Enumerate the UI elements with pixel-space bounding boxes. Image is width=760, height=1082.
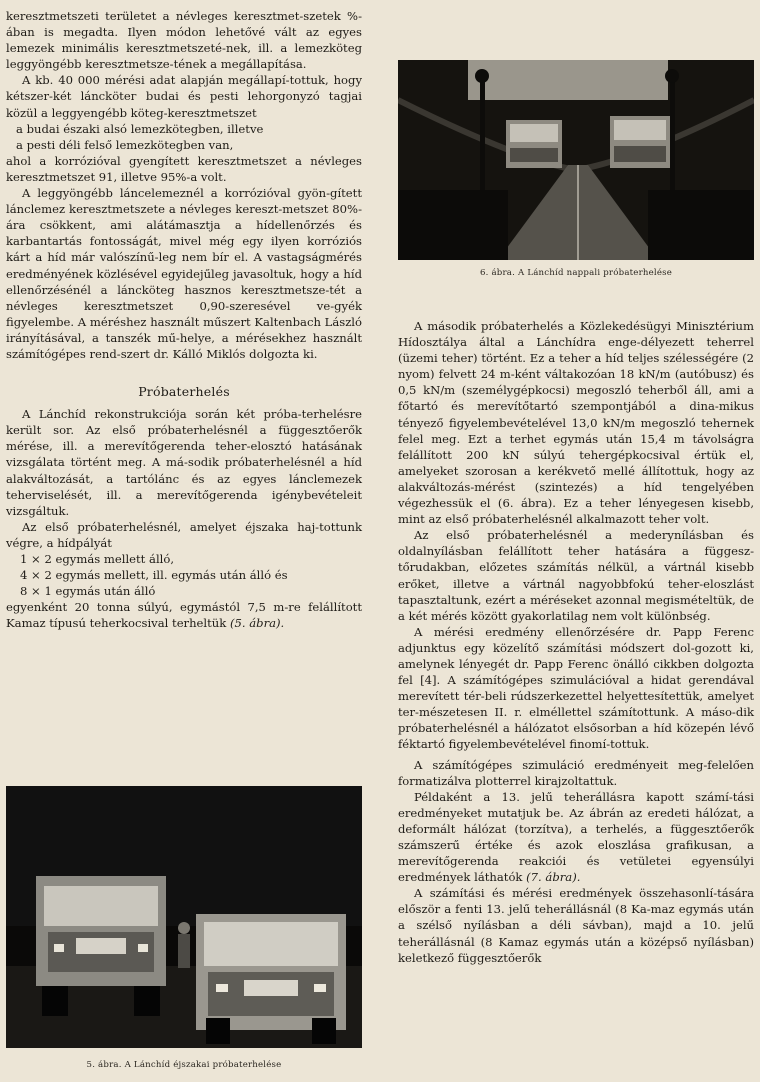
- paragraph: Az első próbaterhelésnél a mederynílásban és oldalnyílásban felállított teher hatására a függesz-tőrudakban, előzetes számítás nélkül, a vártnál kisebb erőket, illetve a vártnál nagyobbfokú teher-eloszlást tapasztaltunk, ezért a méréseket azonnal megismételtük, de a két mérés között gyakorlatilag nem volt különbség.: [398, 528, 754, 623]
- paragraph: A leggyöngébb láncelemeznél a korrózióval gyön-gített lánclemez keresztmetszete a névleges kereszt-metszet 80%-ára csökkent, ami alátámasztja a hídellenőrzés és karbantartás fontosságát, mivel még egy ilyen korróziós kárt a híd már valószínű-leg nem bír el. A vastagságmérés eredményének közlésével egyidejűleg javasoltuk, hogy a híd ellenőrzésénél a láncköteg hasznos keresztmetsze-tét a névleges keresztmetszet 0,90-szeresével ve-gyék figyelembe. A méréshez használt műszert Kaltenbach László irányításával, a tanszék mű-helye, a mérésekhez használt számítógépes rend-szert dr. Kálló Miklós dolgozta ki.: [6, 186, 362, 361]
- right-column: [398, 318, 754, 966]
- list-item: 4 × 2 egymás mellett, ill. egymás után álló és: [20, 568, 288, 583]
- figure-reference: (5. ábra).: [229, 616, 285, 631]
- person-icon: [178, 922, 190, 968]
- truck-icon: [610, 116, 670, 168]
- paragraph: A számítógépes szimuláció eredményeit meg-felelően formatizálva plotterrel kirajzoltattuk.: [398, 757, 754, 788]
- truck-icon: [196, 914, 346, 1044]
- figure-5-photo: [6, 786, 362, 1048]
- paragraph: [6, 599, 362, 631]
- figure-6-photo: [398, 60, 754, 260]
- day-bridge-photo: [398, 60, 754, 260]
- figure-reference: (7. ábra).: [526, 870, 581, 885]
- figure-6-caption: 6. ábra. A Lánchíd nappali próbaterhelése: [479, 268, 673, 278]
- paragraph-text: A második próbaterhelés a Közlekedésügyi Minisztérium Hídosztálya által a Lánchídra enge-délyezett teherrel (üzemi teher) történt. Ez a teher a híd teljes szélességére (2 nyom) felvett 24 m-ként váltakozóan 18 kN/m (autóbusz) és 0,5 kN/m (személygépkocsi) megoszló teherből áll, ami a főtartó és merevítőtartó szempontjából a dina-mikus tényező figyelembevételével 13,0 kN/m megoszló tehernek felel meg. Ezt a terhet egymás után 15,4 m távolságra felállított 200 kN súlyú tehergépkocsival értük el, amelyeket szorosan a kerékvető mellé állítottuk, hogy az alakváltozás-mérést (szintezés) a híd tengelyében végezhessük el (6. ábra). Ez a teher lényegesen kisebb, mint az első próbaterhelésnél alkalmazott teher volt.: [398, 319, 754, 527]
- centered-line: a budai északi alsó lemezkötegben, illetve: [16, 121, 264, 136]
- centered-line: a pesti déli felső lemezkötegben van,: [16, 137, 234, 152]
- paragraph: [398, 318, 754, 527]
- paragraph-text: egyenként 20 tonna súlyú, egymástól 7,5 m-re felállított Kamaz típusú teherkocsival terheltük: [6, 600, 362, 631]
- paragraph: ahol a korrózióval gyengített keresztmetszet a névleges keresztmetszet 91, illetve 95%-a volt.: [6, 153, 362, 184]
- truck-icon: [506, 120, 562, 168]
- paragraph: A számítási és mérési eredmények összehasonlí-tására először a fenti 13. jelű teherállásnál (8 Ka-maz egymás után a szélső nyílásban a déli sávban), majd a 10. jelű teherállásnál (8 Kamaz egymás után a középső nyílásban) keletkező függesztőerők: [398, 886, 754, 965]
- paragraph: A kb. 40 000 mérési adat alapján megállapí-tottuk, hogy kétszer-két lánckötег budai és pesti lehorgonyzó tagjai közül a leggyengébb köteg-keresztmetszet: [6, 73, 362, 120]
- paragraph: keresztmetszeti területet a névleges keresztmet-szetek %-ában is megadta. Ilyen módon lehetővé vált az egyes lemezek minimális keresztmetszeté-nek, ill. a lemezköteg leggyöngébb keresztmetsze-tének a megállapítása.: [6, 9, 362, 72]
- left-column: [6, 8, 362, 631]
- paragraph-text: Példaként a 13. jelű teherállásra kapott számí-tási eredményeket mutatjuk be. Az ábrán az eredeti hálózat, a deformált hálózat (torzítva), a terhelés, a függesztőerők számszerű értéke és azok eloszlása grafikusan, a merevítőgerenda reakciói és vetületei egyensúlyi eredmények láthatók: [398, 789, 754, 885]
- night-bridge-photo: [6, 786, 362, 1048]
- section-heading: Próbaterhelés: [138, 384, 230, 400]
- paragraph: A Lánchíd rekonstrukciója során két próba-terhelésre került sor. Az első próbaterhelésnél a függesztőerők mérése, ill. a merevítőgerenda teher-elosztó hatásának vizsgálata történt meg. A má-sodik próbaterhelésnél a híd alakváltozását, a tartólánc és az egyes lánclemezek teherviselését, ill. a merevítőgerenda igénybevételeit vizsgáltuk.: [6, 407, 362, 518]
- figure-5-caption: 5. ábra. A Lánchíd éjszakai próbaterhelése: [86, 1060, 282, 1070]
- list-item: 8 × 1 egymás után álló: [20, 584, 156, 599]
- paragraph: Az első próbaterhelésnél, amelyet éjszaka haj-tottunk végre, a hídpályát: [6, 519, 362, 550]
- paragraph: A mérési eredmény ellenőrzésére dr. Papp Ferenc adjunktus egy közelítő számítási módszert dol-gozott ki, amelynek lényegét dr. Papp Ferenc önálló cikkben dolgozta fel [4]. A számítógépes szimulációval a hidat gerendával merevített tér-beli rúdszerkezettel helyettesítettük, amelyet ter-mészetesen II. r. elméllettel számítottunk. A máso-dik próbaterhelésnél a hálózatot elsősorban a híd közepén lévő féktartó figyelembevételével finomí-tottuk.: [398, 624, 754, 752]
- paragraph: [398, 789, 754, 886]
- list-item: 1 × 2 egymás mellett álló,: [20, 552, 175, 566]
